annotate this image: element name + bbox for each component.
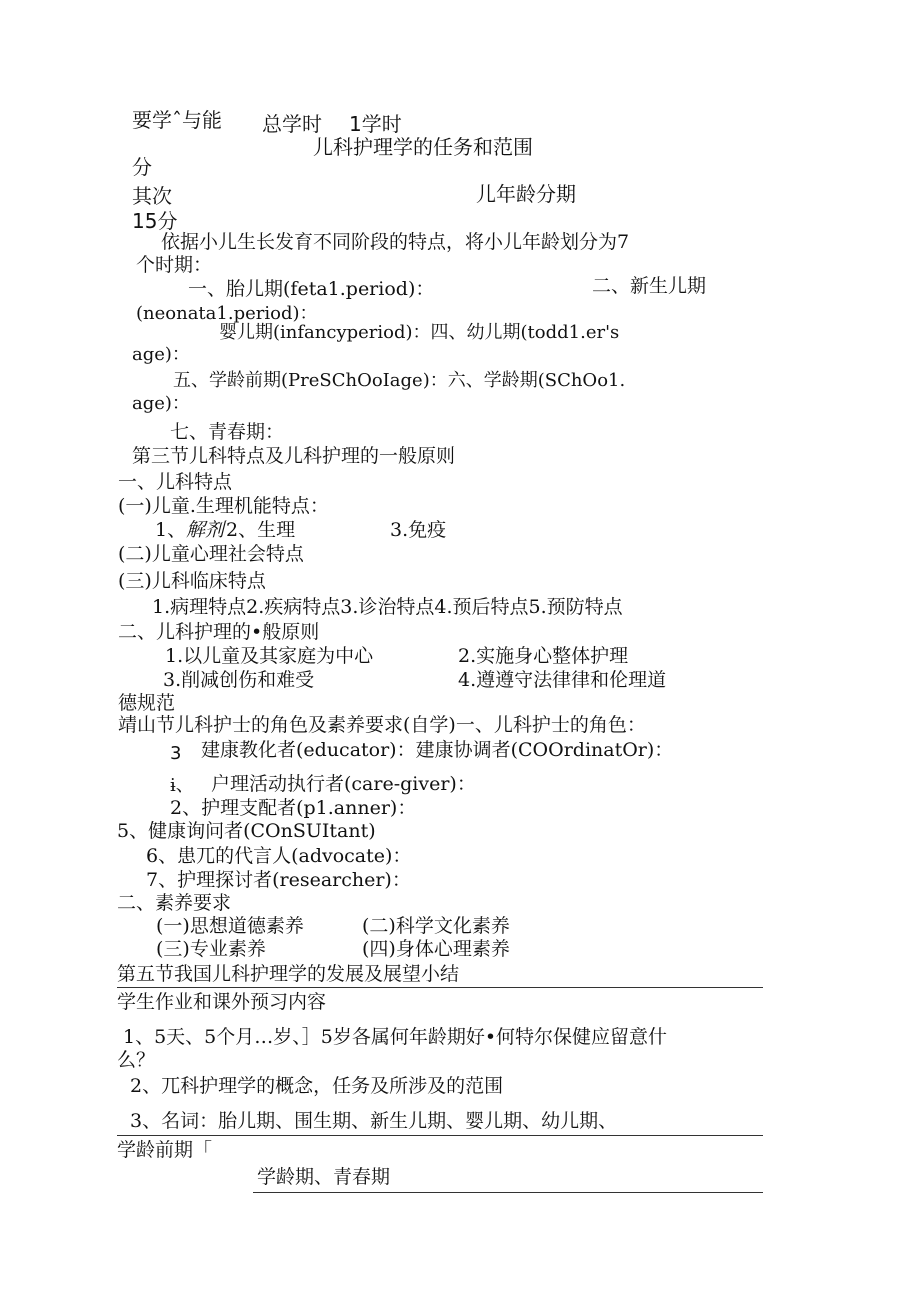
features-psychosocial: (二)儿童心理社会特点 (118, 543, 304, 565)
homework-q3-cont: 学龄前期「 (117, 1139, 213, 1161)
principle-1: 1.以儿童及其家庭为中心 (165, 645, 374, 667)
homework-q2: 2、兀科护理学的概念，任务及所涉及的范围 (130, 1075, 504, 1097)
feature-item-1 (186, 521, 224, 540)
total-hours-label: 总学时 (262, 112, 322, 136)
quality-physical: (四)身体心理素养 (362, 938, 510, 960)
feature-item-3: 3.免疫 (390, 519, 447, 541)
period-neonatal: 二、新生儿期 (592, 275, 707, 297)
header-qici: 其次 (132, 184, 172, 208)
period-adolescence: 七、青春期： (170, 421, 285, 443)
features-heading: 一、儿科特点 (118, 471, 233, 493)
principle-4-cont: 德规范 (118, 692, 176, 714)
features-clinical: (三)儿科临床特点 (118, 570, 266, 592)
period-toddler-cont: age)： (132, 344, 190, 365)
divider-line (117, 987, 763, 988)
features-physiology: (一)儿童.生理机能特点： (118, 495, 329, 517)
quality-professional: (三)专业素养 (156, 938, 266, 960)
divider-line (117, 1135, 763, 1136)
total-hours-value: 1学时 (349, 112, 402, 136)
features-clinical-list: 1.病理特点2.疾病特点3.诊治特点4.预后特点5.预防特点 (152, 596, 623, 618)
role-researcher: 7、护理探讨者(researcher)： (146, 869, 411, 891)
section-title: 儿科护理学的任务和范围 (313, 135, 533, 159)
homework-q3-end: 学龄期、青春期 (257, 1166, 391, 1188)
feature-item-1-num: 1、 (155, 519, 187, 541)
homework-q1-line2: 么？ (117, 1049, 156, 1071)
homework-q1-line1: 1、5天、5个月…岁、］5岁各属何年龄期好•何特尔保健应留意什 (123, 1026, 668, 1048)
period-school-cont: age)： (132, 393, 190, 414)
period-neonatal-en: (neonata1.period)： (136, 303, 318, 324)
period-infancy-toddler: 婴儿期(infancyperiod)：四、幼儿期(todd1.er's (219, 322, 620, 343)
feature-item-1-label: 解剂 (186, 519, 225, 541)
quality-science: (二)科学文化素养 (362, 915, 510, 937)
principles-heading: 二、儿科护理的•般原则 (118, 621, 320, 643)
role-1-num: ɨ、 (170, 775, 194, 796)
quality-heading: 二、素养要求 (117, 892, 232, 914)
header-minutes: 15分 (132, 209, 178, 233)
period-preschool-school: 五、学龄前期(PreSChOoIage)：六、学龄期(SChOo1. (173, 370, 626, 391)
homework-q3: 3、名词：胎儿期、围生期、新生儿期、婴儿期、幼儿期、 (130, 1110, 618, 1132)
quality-moral: (一)思想道德素养 (156, 915, 304, 937)
feature-item-2: 2、生理 (226, 519, 296, 541)
role-care-giver: 户理活动执行者(care-giver)： (211, 773, 476, 795)
header-requirement-label: 要学ˆ与能 (132, 108, 222, 132)
role-planner: 2、护理支配者(p1.anner)： (170, 797, 417, 819)
principle-4: 4.遵遵守法律律和伦理道 (458, 669, 667, 691)
principle-2: 2.实施身心整体护理 (458, 645, 629, 667)
age-intro-line1: 依据小儿生长发育不同阶段的特点，将小儿年龄划分为7 (161, 231, 630, 253)
roles-section-heading: 靖山节儿科护士的角色及素养要求(自学)一、儿科护士的角色： (118, 714, 646, 736)
role-educator-coordinator: 建康教化者(educator)：建康协调者(COOrdinatOr)： (201, 739, 674, 761)
age-intro-line2: 个时期： (136, 254, 213, 276)
section-3-heading: 第三节儿科特点及儿科护理的一般原则 (132, 445, 456, 467)
clipped-heading-strip (0, 445, 920, 467)
divider-line (253, 1192, 763, 1193)
header-fen: 分 (132, 155, 152, 179)
role-advocate: 6、患兀的代言人(advocate)： (146, 845, 412, 867)
role-consultant: 5、健康询问者(COnSUItant) (117, 820, 376, 842)
role-num-3: 3 (170, 743, 182, 764)
homework-title: 学生作业和课外预习内容 (117, 991, 327, 1013)
principle-3: 3.削减创伤和难受 (163, 669, 315, 691)
sub-title: 儿年龄分期 (476, 182, 576, 206)
section-5-heading: 第五节我国儿科护理学的发展及展望小结 (117, 963, 460, 985)
period-fetal: 一、胎儿期(feta1.period)： (188, 278, 435, 300)
